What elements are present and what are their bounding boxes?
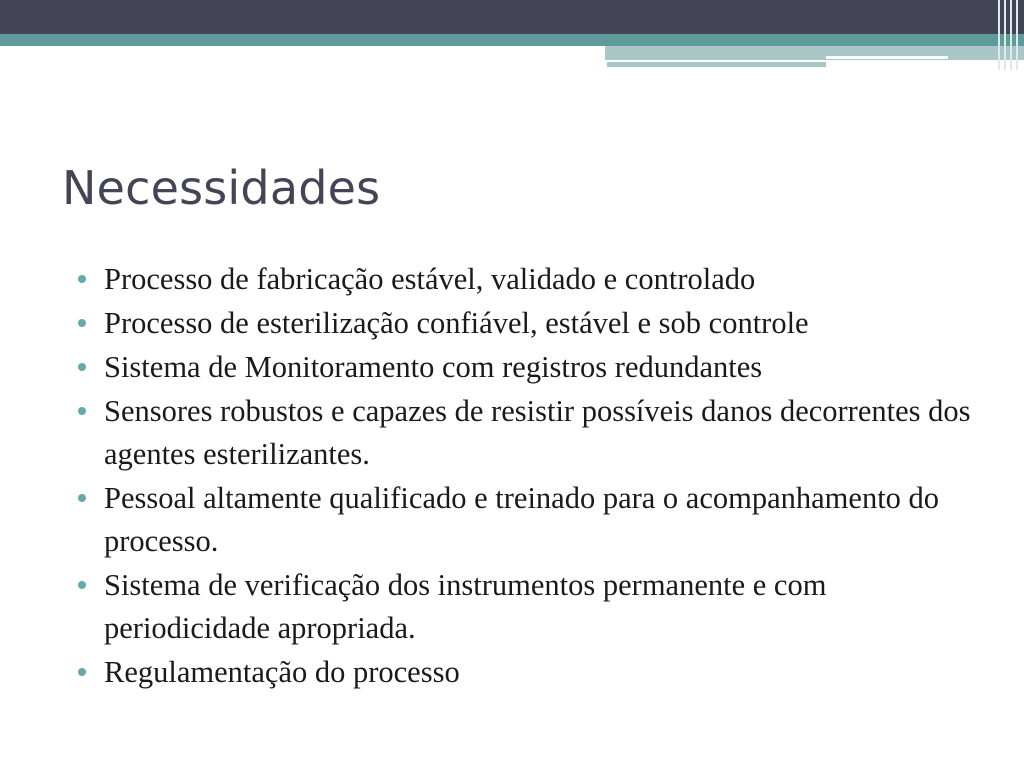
list-item-text: Processo de esterilização confiável, estável e sob controle: [104, 306, 809, 340]
header-accent-line: [607, 62, 826, 67]
header-band-teal: [0, 34, 1024, 46]
bullet-dot-icon: [78, 494, 86, 502]
bullet-dot-icon: [78, 275, 86, 283]
list-item: [78, 258, 978, 301]
bullet-dot-icon: [78, 668, 86, 676]
list-item-text: Pessoal altamente qualificado e treinado para o acompanhamento do processo.: [104, 481, 940, 558]
header-band-dark: [0, 0, 1024, 34]
list-item-text: Regulamentação do processo: [104, 655, 460, 689]
slide-title: Necessidades: [62, 161, 381, 215]
bullet-list: [78, 258, 978, 695]
list-item: [78, 651, 978, 694]
list-item: [78, 302, 978, 345]
header-stripes: [994, 0, 1024, 70]
header-band-light: [605, 46, 1024, 60]
list-item-text: Sistema de Monitoramento com registros redundantes: [104, 350, 763, 384]
bullet-dot-icon: [78, 407, 86, 415]
list-item-text: Sistema de verificação dos instrumentos permanente e com periodicidade apropriada.: [104, 568, 827, 645]
bullet-dot-icon: [78, 319, 86, 327]
list-item-text: Sensores robustos e capazes de resistir possíveis danos decorrentes dos agentes esterilizantes.: [104, 394, 971, 471]
bullet-dot-icon: [78, 363, 86, 371]
list-item: [78, 390, 978, 476]
header-accent-line-white: [826, 56, 948, 59]
list-item: [78, 564, 978, 650]
list-item: [78, 477, 978, 563]
list-item-text: Processo de fabricação estável, validado e controlado: [104, 262, 756, 296]
bullet-dot-icon: [78, 581, 86, 589]
list-item: [78, 346, 978, 389]
